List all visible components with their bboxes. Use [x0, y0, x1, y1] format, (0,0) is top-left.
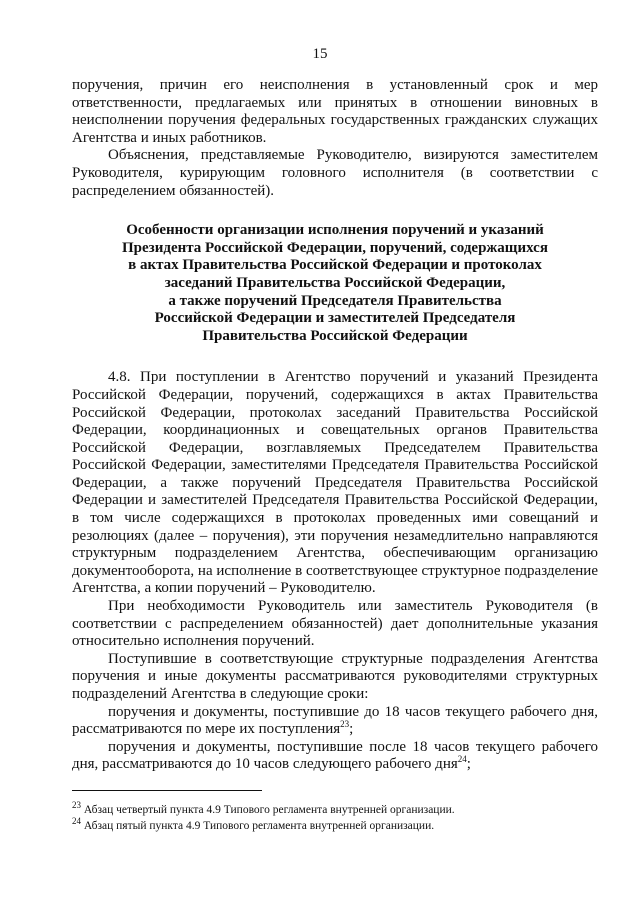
heading-line: а также поручений Председателя Правительства: [168, 292, 502, 309]
footnotes: [72, 802, 598, 834]
paragraph-received: Поступившие в соответствующие структурные подразделения Агентства поручения и иные документы рассматриваются руководителями структурных подразделений Агентства в следующие сроки:: [72, 650, 598, 702]
paragraph-before-18-text: поручения и документы, поступившие до 18 часов текущего рабочего дня, рассматриваются по мере их поступления: [72, 703, 598, 738]
document-body: [72, 77, 598, 774]
heading-line: Правительства Российской Федерации: [202, 327, 468, 344]
paragraph-before-18-end: ;: [349, 721, 354, 738]
footnote-ref-24[interactable]: 24: [457, 754, 467, 765]
footnote-text: Абзац пятый пункта 4.9 Типового регламента внутренней организации.: [81, 820, 435, 832]
heading-line: заседаний Правительства Российской Федерации,: [164, 274, 506, 291]
heading-line: Президента Российской Федерации, поручений, содержащихся: [122, 239, 548, 256]
page-number: 15: [312, 46, 328, 62]
footnote-23: [72, 802, 598, 818]
footnote-number: 23: [72, 800, 81, 811]
heading-line: Особенности организации исполнения поручений и указаний: [126, 222, 544, 239]
paragraph-explanations: Объяснения, представляемые Руководителю, визируются заместителем Руководителя, курирующим головного исполнителя (в соответствии с распределением обязанностей).: [72, 147, 598, 199]
paragraph-before-18: [72, 704, 598, 739]
paragraph-after-18: [72, 739, 598, 774]
footnote-number: 24: [72, 816, 81, 827]
section-heading: [72, 222, 598, 345]
paragraph-4-8: 4.8. При поступлении в Агентство поручений и указаний Президента Российской Федерации, поручений, содержащихся в актах Правительства Российской Федерации, протоколах заседаний Правительства Российской Федерации, координационных и совещательных органов Правительства Российской Федерации, возглавляемых Председателем Правительства Российской Федерации, заместителями Председателя Правительства Российской Федерации, а также поручений Председателя Правительства Российской Федерации и заместителей Председателя Правительства Российской Федерации, в том числе содержащихся в протоколах проведенных ими совещаний и резолюциях (далее – поручения), эти поручения незамедлительно направляются структурным подразделением Агентства, обеспечивающим организацию документооборота, на исполнение в соответствующее структурное подразделение Агентства, а копии поручений – Руководителю.: [72, 369, 598, 597]
heading-line: Российской Федерации и заместителей Председателя: [154, 310, 516, 327]
footnote-divider: [72, 790, 262, 791]
footnote-text: Абзац четвертый пункта 4.9 Типового регламента внутренней организации.: [81, 804, 455, 816]
footnote-24: [72, 818, 598, 834]
paragraph-necessity: При необходимости Руководитель или заместитель Руководителя (в соответствии с распределением обязанностей) дает дополнительные указания относительно исполнения поручений.: [72, 598, 598, 650]
paragraph-continuation: поручения, причин его неисполнения в установленный срок и мер ответственности, предлагаемых или принятых в отношении виновных в неисполнении поручения федеральных государственных гражданских служащих Агентства и иных работников.: [72, 77, 598, 146]
footnote-ref-23[interactable]: 23: [340, 719, 350, 730]
paragraph-after-18-text: поручения и документы, поступившие после 18 часов текущего рабочего дня, рассматриваются до 10 часов следующего рабочего дня: [72, 738, 598, 773]
heading-line: в актах Правительства Российской Федерации и протоколах: [128, 257, 542, 274]
paragraph-after-18-end: ;: [466, 756, 471, 773]
